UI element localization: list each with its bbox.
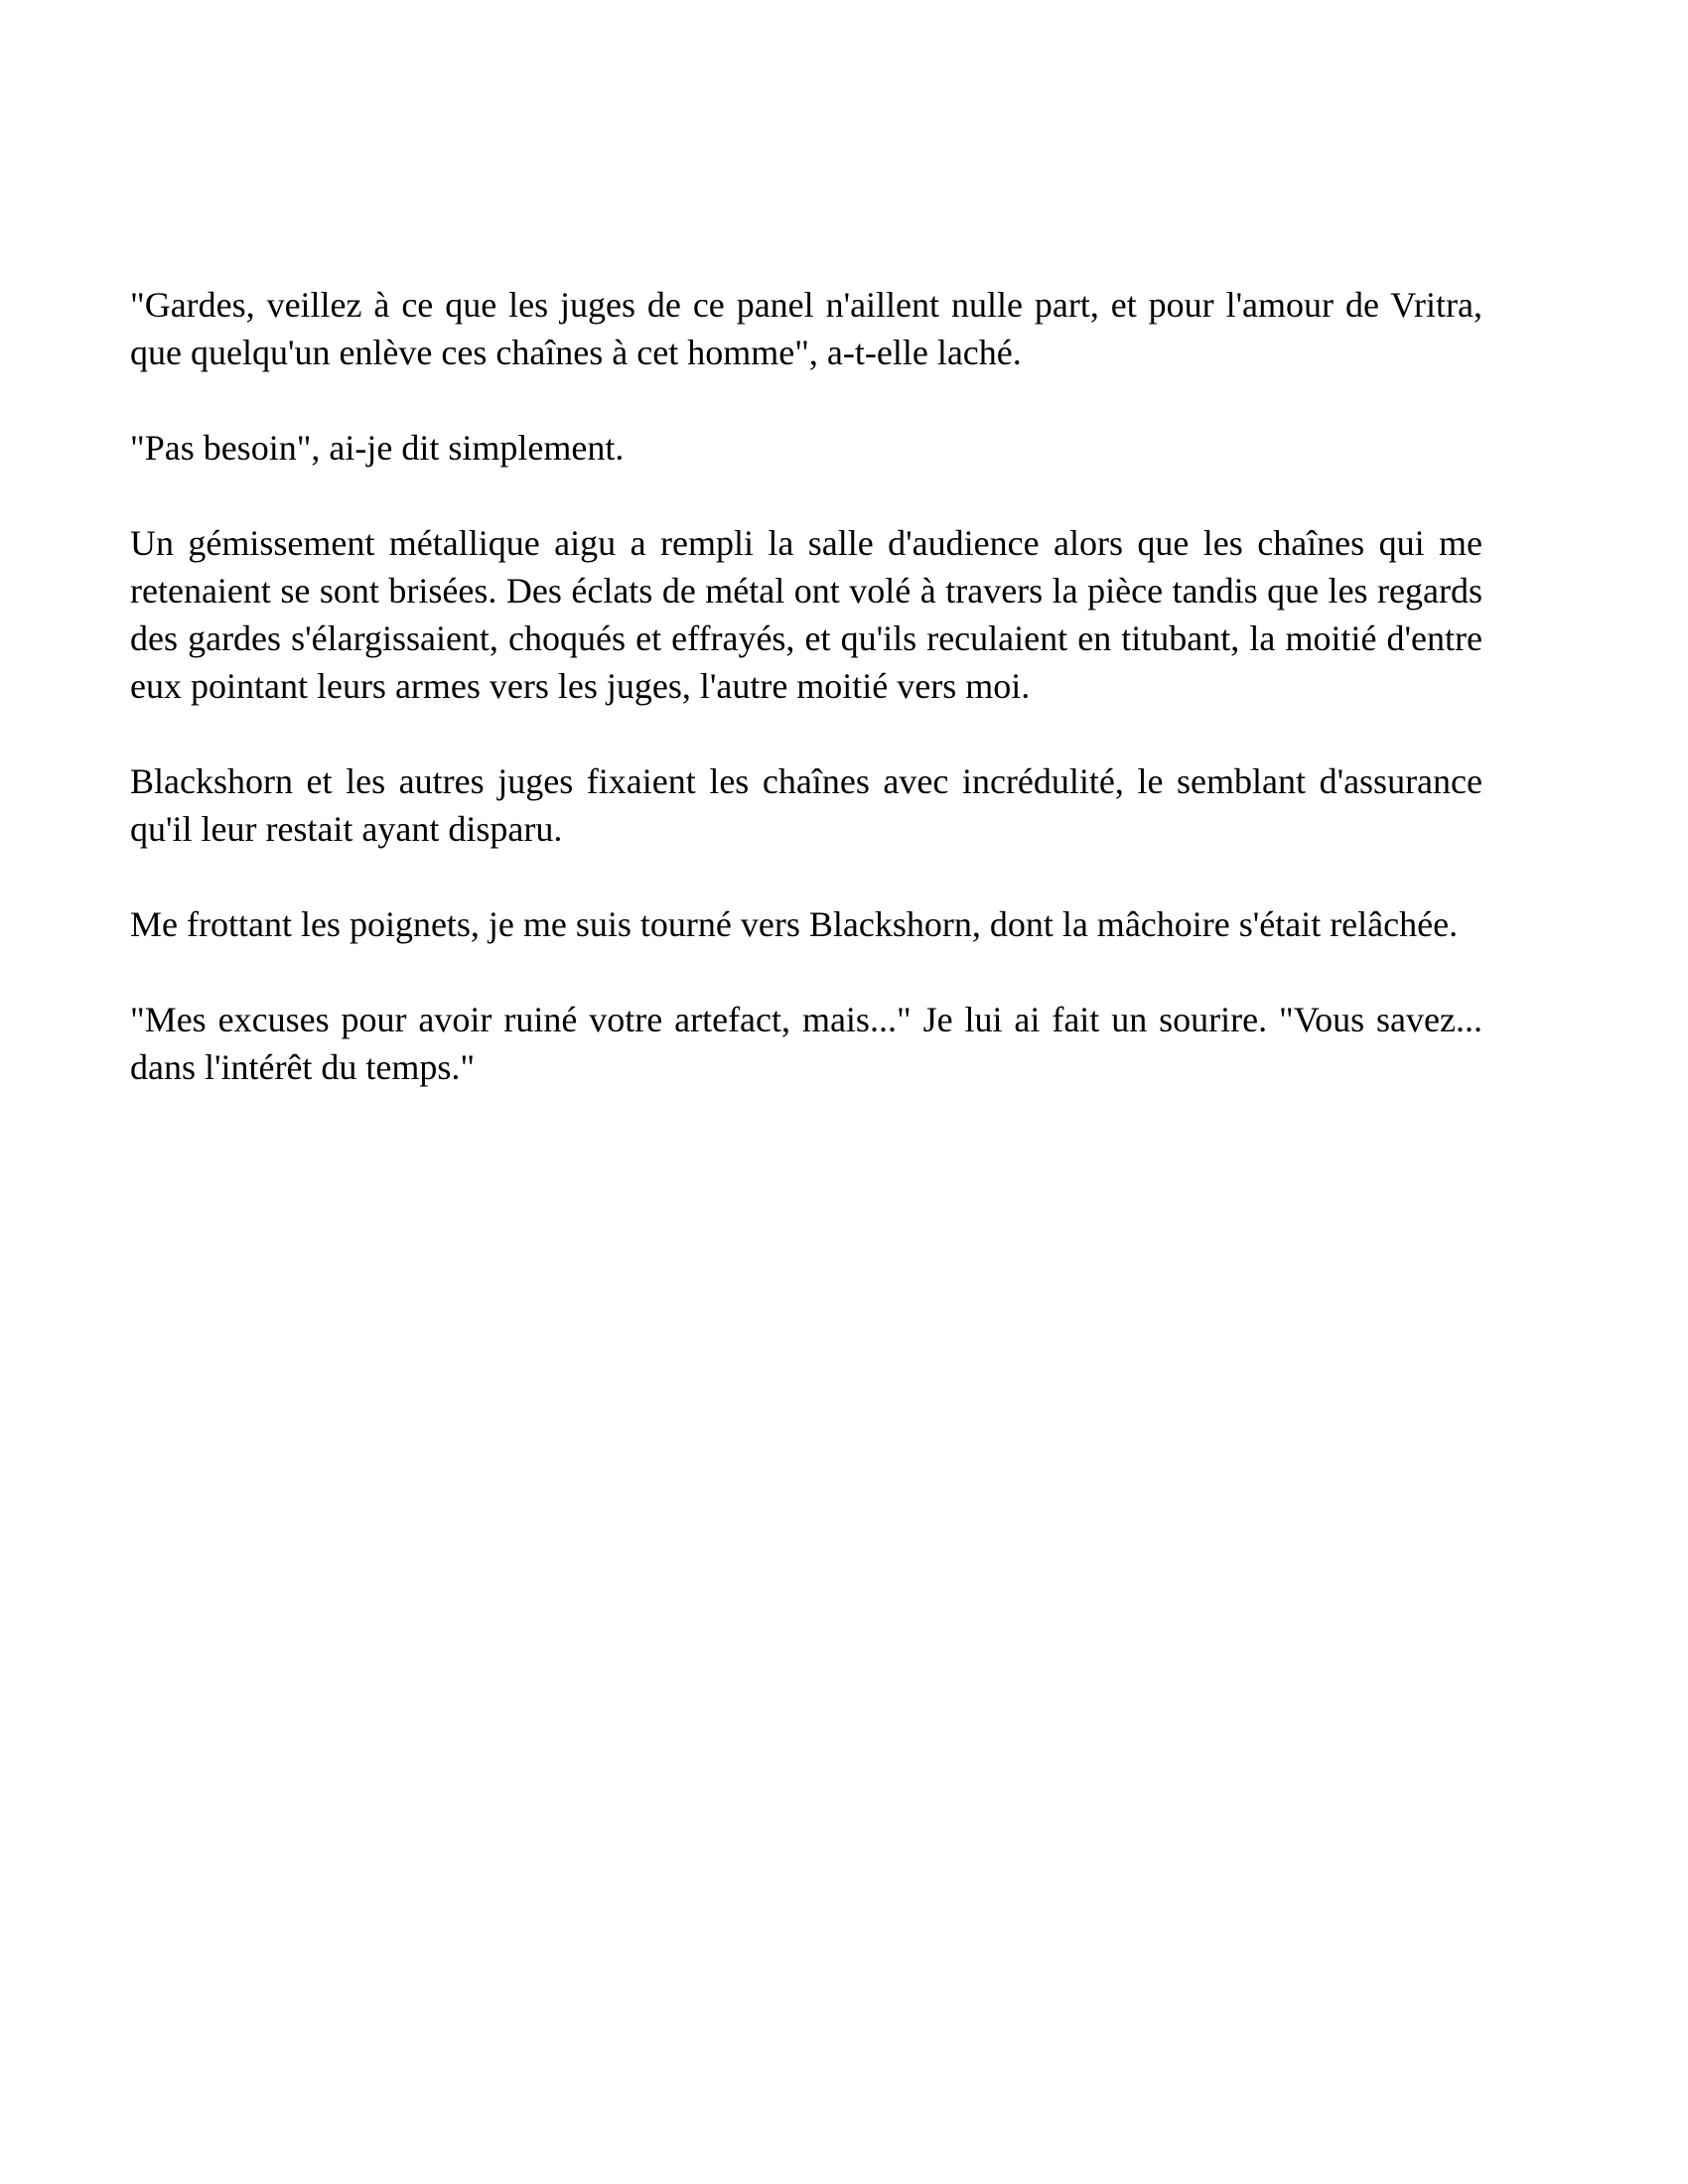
text-block — [130, 281, 1482, 1091]
paragraph-5: Me frottant les poignets, je me suis tourné vers Blackshorn, dont la mâchoire s'était relâchée. — [130, 904, 1459, 944]
paragraph-6: "Mes excuses pour avoir ruiné votre artefact, mais..." Je lui ai fait un sourire. "Vous savez... dans l'intérêt du temps." — [130, 1000, 1482, 1087]
paragraph-2: "Pas besoin", ai-je dit simplement. — [130, 428, 625, 468]
paragraph-3: Un gémissement métallique aigu a rempli la salle d'audience alors que les chaînes qui me retenaient se sont brisées. Des éclats de métal ont volé à travers la pièce tandis que les regards des gardes s'élargissaient, choqués et effrayés, et qu'ils reculaient en titubant, la moitié d'entre eux pointant leurs armes vers les juges, l'autre moitié vers moi. — [130, 523, 1482, 706]
paragraph-1: "Gardes, veillez à ce que les juges de ce panel n'aillent nulle part, et pour l'amour de Vritra, que quelqu'un enlève ces chaînes à cet homme", a-t-elle laché. — [130, 285, 1482, 372]
paragraph-4: Blackshorn et les autres juges fixaient les chaînes avec incrédulité, le semblant d'assurance qu'il leur restait ayant disparu. — [130, 761, 1482, 849]
